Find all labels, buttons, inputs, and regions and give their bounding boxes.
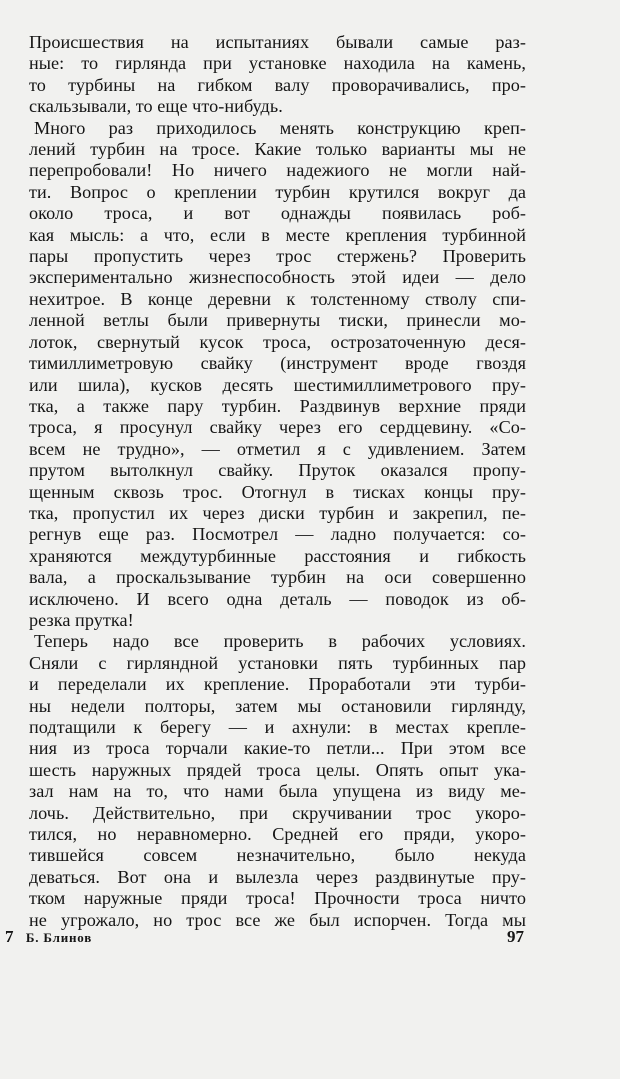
text-line: Сняли с гирляндной установки пять турбинных пар [29, 652, 526, 673]
text-line: экспериментально жизнеспособность этой идеи — дело [29, 267, 526, 288]
text-line: тком наружные пряди троса! Прочности троса ничто [29, 888, 526, 909]
text-line: ния из троса торчали какие-то петли... При этом все [29, 738, 526, 759]
text-line: нехитрое. В конце деревни к толстенному стволу спи- [29, 288, 526, 309]
text-line: тка, а также пару турбин. Раздвинув верхние пряди [29, 395, 526, 416]
text-line: ны недели полторы, затем мы остановили гирлянду, [29, 695, 526, 716]
text-line: щенным сквозь трос. Отогнул в тисках концы пру- [29, 481, 526, 502]
text-line: и переделали их крепление. Проработали эти турби- [29, 674, 526, 695]
text-line: вала, а проскальзывание турбин на оси совершенно [29, 567, 526, 588]
text-line: тился, но неравномерно. Средней его пряди, укоро- [29, 824, 526, 845]
text-line: тившейся совсем незначительно, было некуда [29, 845, 526, 866]
text-line: регнув еще раз. Посмотрел — ладно получается: со- [29, 524, 526, 545]
text-line: тимиллиметровую свайку (инструмент вроде гвоздя [29, 353, 526, 374]
page-footer [0, 922, 620, 952]
text-line: лений турбин на тросе. Какие только варианты мы не [29, 139, 526, 160]
text-line: подтащили к берегу — и ахнули: в местах крепле- [29, 717, 526, 737]
text-line: не угрожало, но трос все же был испорчен. Тогда мы [29, 909, 526, 930]
author-name: Б. Блинов [25, 930, 93, 945]
text-line: деваться. Вот она и вылезла через раздвинутые пру- [29, 866, 526, 887]
text-line: лочь. Действительно, при скручивании трос укоро- [29, 802, 526, 823]
text-line: ные: то гирлянда при установке находила на камень, [29, 53, 526, 74]
text-line: всем не трудно», — отметил я с удивлением. Затем [29, 438, 526, 459]
body-text [29, 32, 526, 931]
text-line: тка, пропустил их через диски турбин и закрепил, пе- [29, 502, 526, 523]
text-line: троса, я просунул свайку через его сердцевину. «Со- [29, 417, 526, 438]
sheet-number: 7 [5, 927, 14, 946]
text-line: пары пропустить через трос стержень? Проверить [29, 246, 526, 267]
text-line: ти. Вопрос о креплении турбин крутился вокруг да [29, 181, 526, 202]
text-line: то турбины на гибком валу проворачивались, про- [29, 74, 526, 95]
text-line: кая мысль: а что, если в месте крепления турбинной [29, 224, 526, 245]
text-line: шесть наружных прядей троса целы. Опять опыт ука- [29, 759, 526, 780]
text-line: резка прутка! [29, 609, 134, 630]
text-line: или шила), кусков десять шестимиллиметрового пру- [29, 374, 526, 395]
text-line: зал нам на то, что нами была упущена из виду ме- [29, 781, 526, 802]
text-line: около троса, и вот однажды появилась роб- [29, 203, 526, 224]
text-line: лоток, свернутый кусок троса, острозаточенную деся- [29, 331, 526, 352]
text-line: исключено. И всего одна деталь — поводок из об- [29, 588, 526, 609]
printer-signature [5, 922, 92, 953]
text-line: перепробовали! Но ничего надежиого не могли най- [29, 160, 526, 181]
text-line: скальзывали, то еще что-нибудь. [29, 96, 283, 117]
text-line: Происшествия на испытаниях бывали самые раз- [29, 32, 526, 52]
text-line: Теперь надо все проверить в рабочих условиях. [34, 631, 526, 652]
text-line: ленной ветлы были привернуты тиски, принесли мо- [29, 310, 526, 331]
text-line: храняются междутурбинные расстояния и гибкость [29, 545, 526, 566]
text-line: Много раз приходилось менять конструкцию креп- [34, 117, 526, 138]
page-number: 97 [507, 927, 524, 946]
text-line: прутом вытолкнул свайку. Пруток оказался пропу- [29, 460, 526, 481]
